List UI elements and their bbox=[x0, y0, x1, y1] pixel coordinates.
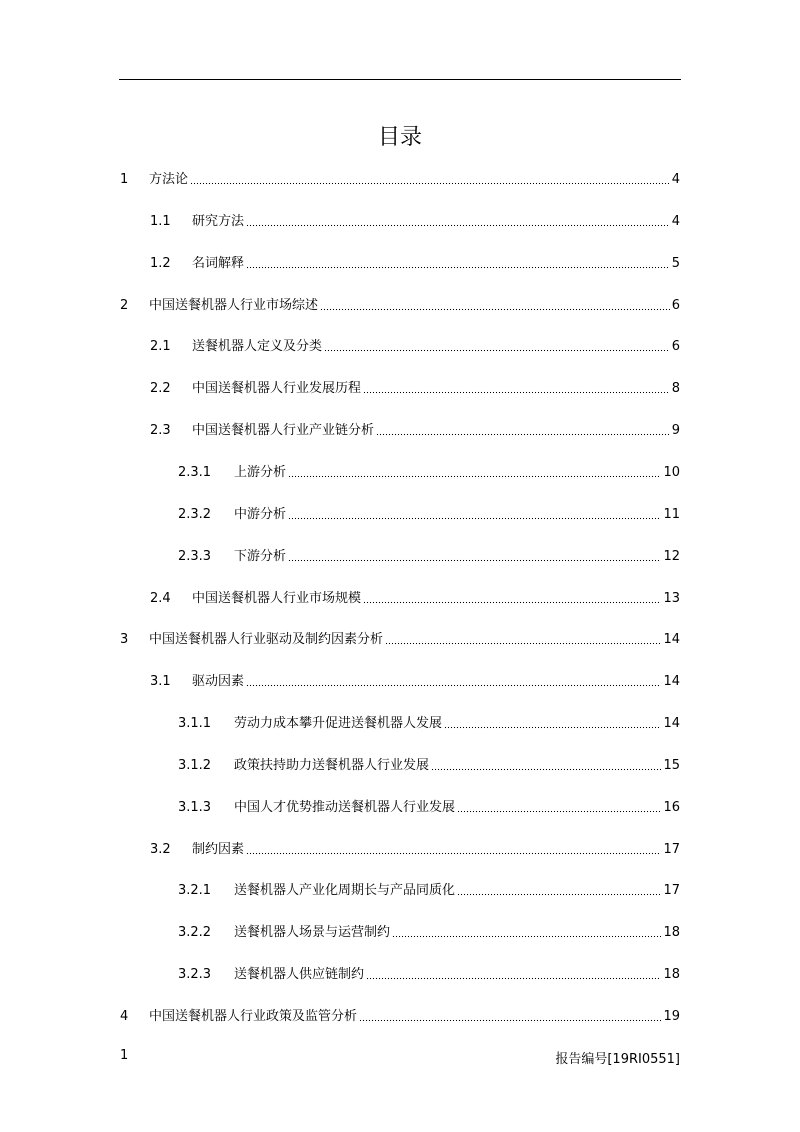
toc-dot-leader bbox=[246, 852, 661, 855]
toc-dot-leader bbox=[288, 559, 661, 562]
toc-dot-leader bbox=[385, 642, 661, 645]
toc-entry-title: 中国送餐机器人行业市场综述 bbox=[149, 298, 319, 313]
toc-dot-leader bbox=[457, 810, 661, 813]
toc-entry-title: 送餐机器人产业化周期长与产品同质化 bbox=[234, 883, 456, 898]
toc-entry-page: 19 bbox=[663, 1009, 680, 1024]
toc-dot-leader bbox=[320, 308, 670, 311]
toc-entry-title: 送餐机器人定义及分类 bbox=[192, 339, 323, 354]
toc-entry-number: 1 bbox=[120, 172, 129, 187]
toc-entry-page: 17 bbox=[663, 842, 680, 857]
toc-dot-leader bbox=[246, 224, 670, 227]
toc-entry-title: 研究方法 bbox=[192, 214, 245, 229]
toc-entry-number: 2.3.2 bbox=[178, 507, 212, 522]
toc-dot-leader bbox=[392, 935, 661, 938]
footer-page-number: 1 bbox=[120, 1048, 129, 1063]
toc-entry-title: 中国送餐机器人行业产业链分析 bbox=[192, 423, 375, 438]
toc-entry-number: 2.4 bbox=[150, 591, 171, 606]
toc-entry-page: 6 bbox=[671, 298, 680, 313]
toc-entry-page: 16 bbox=[663, 800, 680, 815]
toc-entry[interactable] bbox=[178, 963, 680, 983]
toc-dot-leader bbox=[246, 684, 661, 687]
toc-entry-page: 13 bbox=[663, 591, 680, 606]
toc-entry-page: 17 bbox=[663, 883, 680, 898]
toc-entry-page: 9 bbox=[671, 423, 680, 438]
toc-entry-page: 4 bbox=[671, 172, 680, 187]
toc-entry-number: 2.1 bbox=[150, 339, 171, 354]
toc-dot-leader bbox=[376, 433, 670, 436]
toc-entry-title: 劳动力成本攀升促进送餐机器人发展 bbox=[234, 716, 443, 731]
toc-dot-leader bbox=[444, 726, 661, 729]
toc-entry-number: 3.2 bbox=[150, 842, 171, 857]
toc-entry[interactable] bbox=[150, 838, 680, 858]
toc-entry-page: 11 bbox=[663, 507, 680, 522]
toc-entry-number: 4 bbox=[120, 1009, 129, 1024]
toc-entry[interactable] bbox=[178, 461, 680, 481]
toc-entry-number: 3.2.3 bbox=[178, 967, 212, 982]
toc-entry-title: 送餐机器人场景与运营制约 bbox=[234, 925, 391, 940]
toc-dot-leader bbox=[288, 517, 661, 520]
toc-entry-number: 3.1.2 bbox=[178, 758, 212, 773]
toc-dot-leader bbox=[324, 349, 670, 352]
toc-entry[interactable] bbox=[178, 754, 680, 774]
toc-entry[interactable] bbox=[178, 503, 680, 523]
toc-entry[interactable] bbox=[150, 335, 680, 355]
toc-entry[interactable] bbox=[120, 628, 680, 648]
toc-entry[interactable] bbox=[178, 712, 680, 732]
toc-entry-number: 2.3 bbox=[150, 423, 171, 438]
toc-entry-title: 中国送餐机器人行业发展历程 bbox=[192, 381, 362, 396]
toc-entry[interactable] bbox=[150, 670, 680, 690]
toc-entry[interactable] bbox=[150, 587, 680, 607]
toc-dot-leader bbox=[246, 266, 670, 269]
toc-entry-title: 中国送餐机器人行业市场规模 bbox=[192, 591, 362, 606]
toc-entry-number: 2.2 bbox=[150, 381, 171, 396]
toc-entry-title: 名词解释 bbox=[192, 256, 245, 271]
toc-entry[interactable] bbox=[120, 168, 680, 188]
toc-entry[interactable] bbox=[120, 1005, 680, 1025]
toc-entry-page: 5 bbox=[671, 256, 680, 271]
toc-entry-page: 10 bbox=[663, 465, 680, 480]
toc-entry-page: 15 bbox=[663, 758, 680, 773]
toc-entry-number: 2.3.1 bbox=[178, 465, 212, 480]
toc-entry-page: 4 bbox=[671, 214, 680, 229]
toc-entry-title: 送餐机器人供应链制约 bbox=[234, 967, 365, 982]
toc-entry-title: 中国送餐机器人行业驱动及制约因素分析 bbox=[149, 632, 384, 647]
toc-dot-leader bbox=[190, 182, 670, 185]
toc-entry-page: 12 bbox=[663, 549, 680, 564]
toc-entry-title: 中游分析 bbox=[234, 507, 287, 522]
toc-entry[interactable] bbox=[178, 545, 680, 565]
toc-entry-number: 2.3.3 bbox=[178, 549, 212, 564]
toc-entry[interactable] bbox=[178, 879, 680, 899]
toc-dot-leader bbox=[457, 893, 661, 896]
toc-dot-leader bbox=[288, 475, 661, 478]
footer-report-id: 报告编号[19RI0551] bbox=[555, 1052, 680, 1067]
toc-entry[interactable] bbox=[178, 796, 680, 816]
toc-dot-leader bbox=[366, 977, 661, 980]
toc-entry-page: 18 bbox=[663, 967, 680, 982]
toc-entry[interactable] bbox=[150, 419, 680, 439]
toc-entry-title: 上游分析 bbox=[234, 465, 287, 480]
toc-entry-title: 制约因素 bbox=[192, 842, 245, 857]
page-title: 目录 bbox=[377, 125, 422, 150]
toc-dot-leader bbox=[359, 1019, 661, 1022]
toc-entry-page: 14 bbox=[663, 674, 680, 689]
toc-entry-title: 政策扶持助力送餐机器人行业发展 bbox=[234, 758, 430, 773]
toc-entry-page: 6 bbox=[671, 339, 680, 354]
toc-entry-number: 1.1 bbox=[150, 214, 171, 229]
toc-entry-title: 中国人才优势推动送餐机器人行业发展 bbox=[234, 800, 456, 815]
toc-entry-page: 14 bbox=[663, 632, 680, 647]
toc-entry-page: 8 bbox=[671, 381, 680, 396]
toc-entry-number: 3 bbox=[120, 632, 129, 647]
toc-entry[interactable] bbox=[178, 921, 680, 941]
toc-entry[interactable] bbox=[150, 210, 680, 230]
toc-entry-title: 下游分析 bbox=[234, 549, 287, 564]
toc-dot-leader bbox=[363, 391, 670, 394]
toc-entry-title: 方法论 bbox=[149, 172, 189, 187]
toc-entry[interactable] bbox=[150, 377, 680, 397]
toc-entry-number: 3.1 bbox=[150, 674, 171, 689]
toc-entry-title: 驱动因素 bbox=[192, 674, 245, 689]
toc-entry-number: 3.2.2 bbox=[178, 925, 212, 940]
toc-dot-leader bbox=[363, 601, 661, 604]
toc-entry-page: 14 bbox=[663, 716, 680, 731]
toc-entry[interactable] bbox=[120, 294, 680, 314]
toc-entry-page: 18 bbox=[663, 925, 680, 940]
toc-entry-number: 3.2.1 bbox=[178, 883, 212, 898]
toc-entry-number: 1.2 bbox=[150, 256, 171, 271]
toc-entry-title: 中国送餐机器人行业政策及监管分析 bbox=[149, 1009, 358, 1024]
toc-entry-number: 3.1.3 bbox=[178, 800, 212, 815]
toc-entry-number: 2 bbox=[120, 298, 129, 313]
toc-entry[interactable] bbox=[150, 252, 680, 272]
toc-dot-leader bbox=[431, 768, 661, 771]
toc-entry-number: 3.1.1 bbox=[178, 716, 212, 731]
